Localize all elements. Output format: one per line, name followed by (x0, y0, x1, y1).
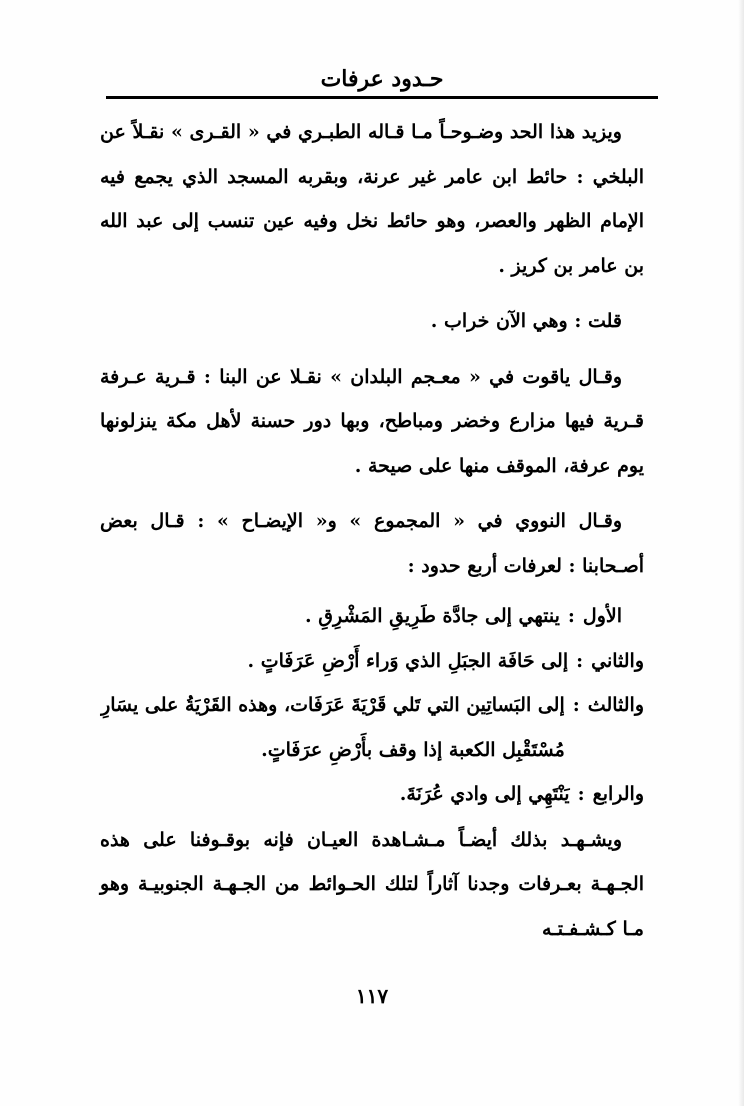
bound-colon: : (572, 694, 580, 716)
header-rule (106, 96, 658, 99)
bound-fourth (100, 772, 644, 817)
paragraph-nawawi: وقـال النووي في « المجموع » و« الإيضـاح » : قـال بعض أصـحابنا : لعرفات أربع حدود : (100, 510, 644, 577)
page-number: ١١٧ (355, 984, 389, 1008)
bound-second (100, 639, 644, 684)
bound-colon: : (567, 605, 575, 627)
bound-text: إلى البَساتِين التي تَلي قَرْيَةَ عَرَفَات، وهذه القَرْيَةُ على يسَارِ مُسْتَقْبِل الكعبة إذا وقف بأَرْضِ عرَفَاتٍ. (101, 694, 565, 761)
bound-label: الأول (582, 605, 622, 627)
paragraph-yaqut: وقـال ياقوت في « معـجم البلدان » نقـلا عن البنا : قـرية عـرفة قـرية فيها مزارع وخضر ومباطح، وبها دور حسنة لأهل مكة ينزلونها يوم عرفة، الموقف منها على صيحة . (100, 365, 644, 477)
bound-label: والرابع (592, 783, 644, 805)
bound-label: والثاني (591, 649, 644, 672)
bound-text: ينتهي إلى جادَّة طَرِيقِ المَشْرِقِ . (305, 605, 560, 627)
bound-colon: : (577, 783, 585, 805)
running-title: حـدود عرفات (320, 66, 444, 92)
bound-text: إلى حَافَة الجبَلِ الذي وَراء أَرْضِ عَرَفَاتٍ . (247, 649, 569, 672)
bound-colon: : (576, 649, 584, 672)
page-edge-shadow (738, 0, 744, 1106)
paragraph-tabari: ويزيد هذا الحد وضـوحـاً مـا قـاله الطبـري في « القـرى » نقـلاً عن البلخي : حائط ابن عامر غير عرنة، وبقربه المسجد الذي يجمع فيه الإمام الظهر والعصر، وهو حائط نخل وفيه عين تنسب إلى عبد الله بن عامر بن كريز . (100, 121, 644, 277)
bound-third (100, 683, 644, 772)
bound-text: يَنْتَهِي إلى وادي عُرَنَةَ. (399, 783, 570, 805)
bound-first (100, 594, 644, 639)
page-header (106, 62, 658, 102)
bound-label: والثالث (587, 694, 644, 716)
paragraph-note: قلت : وهي الآن خراب . (430, 310, 622, 332)
paragraph-witness: ويشـهـد بذلك أيضـاً مـشـاهدة العيـان فإنه بوقـوفنا على هذه الجـهـة بعـرفات وجدنا آثاراً لتلك الحـوائط من الجـهـة الجنوبيـة وهو مـا كـشـفـتـه (100, 828, 644, 940)
page-body (100, 110, 644, 951)
